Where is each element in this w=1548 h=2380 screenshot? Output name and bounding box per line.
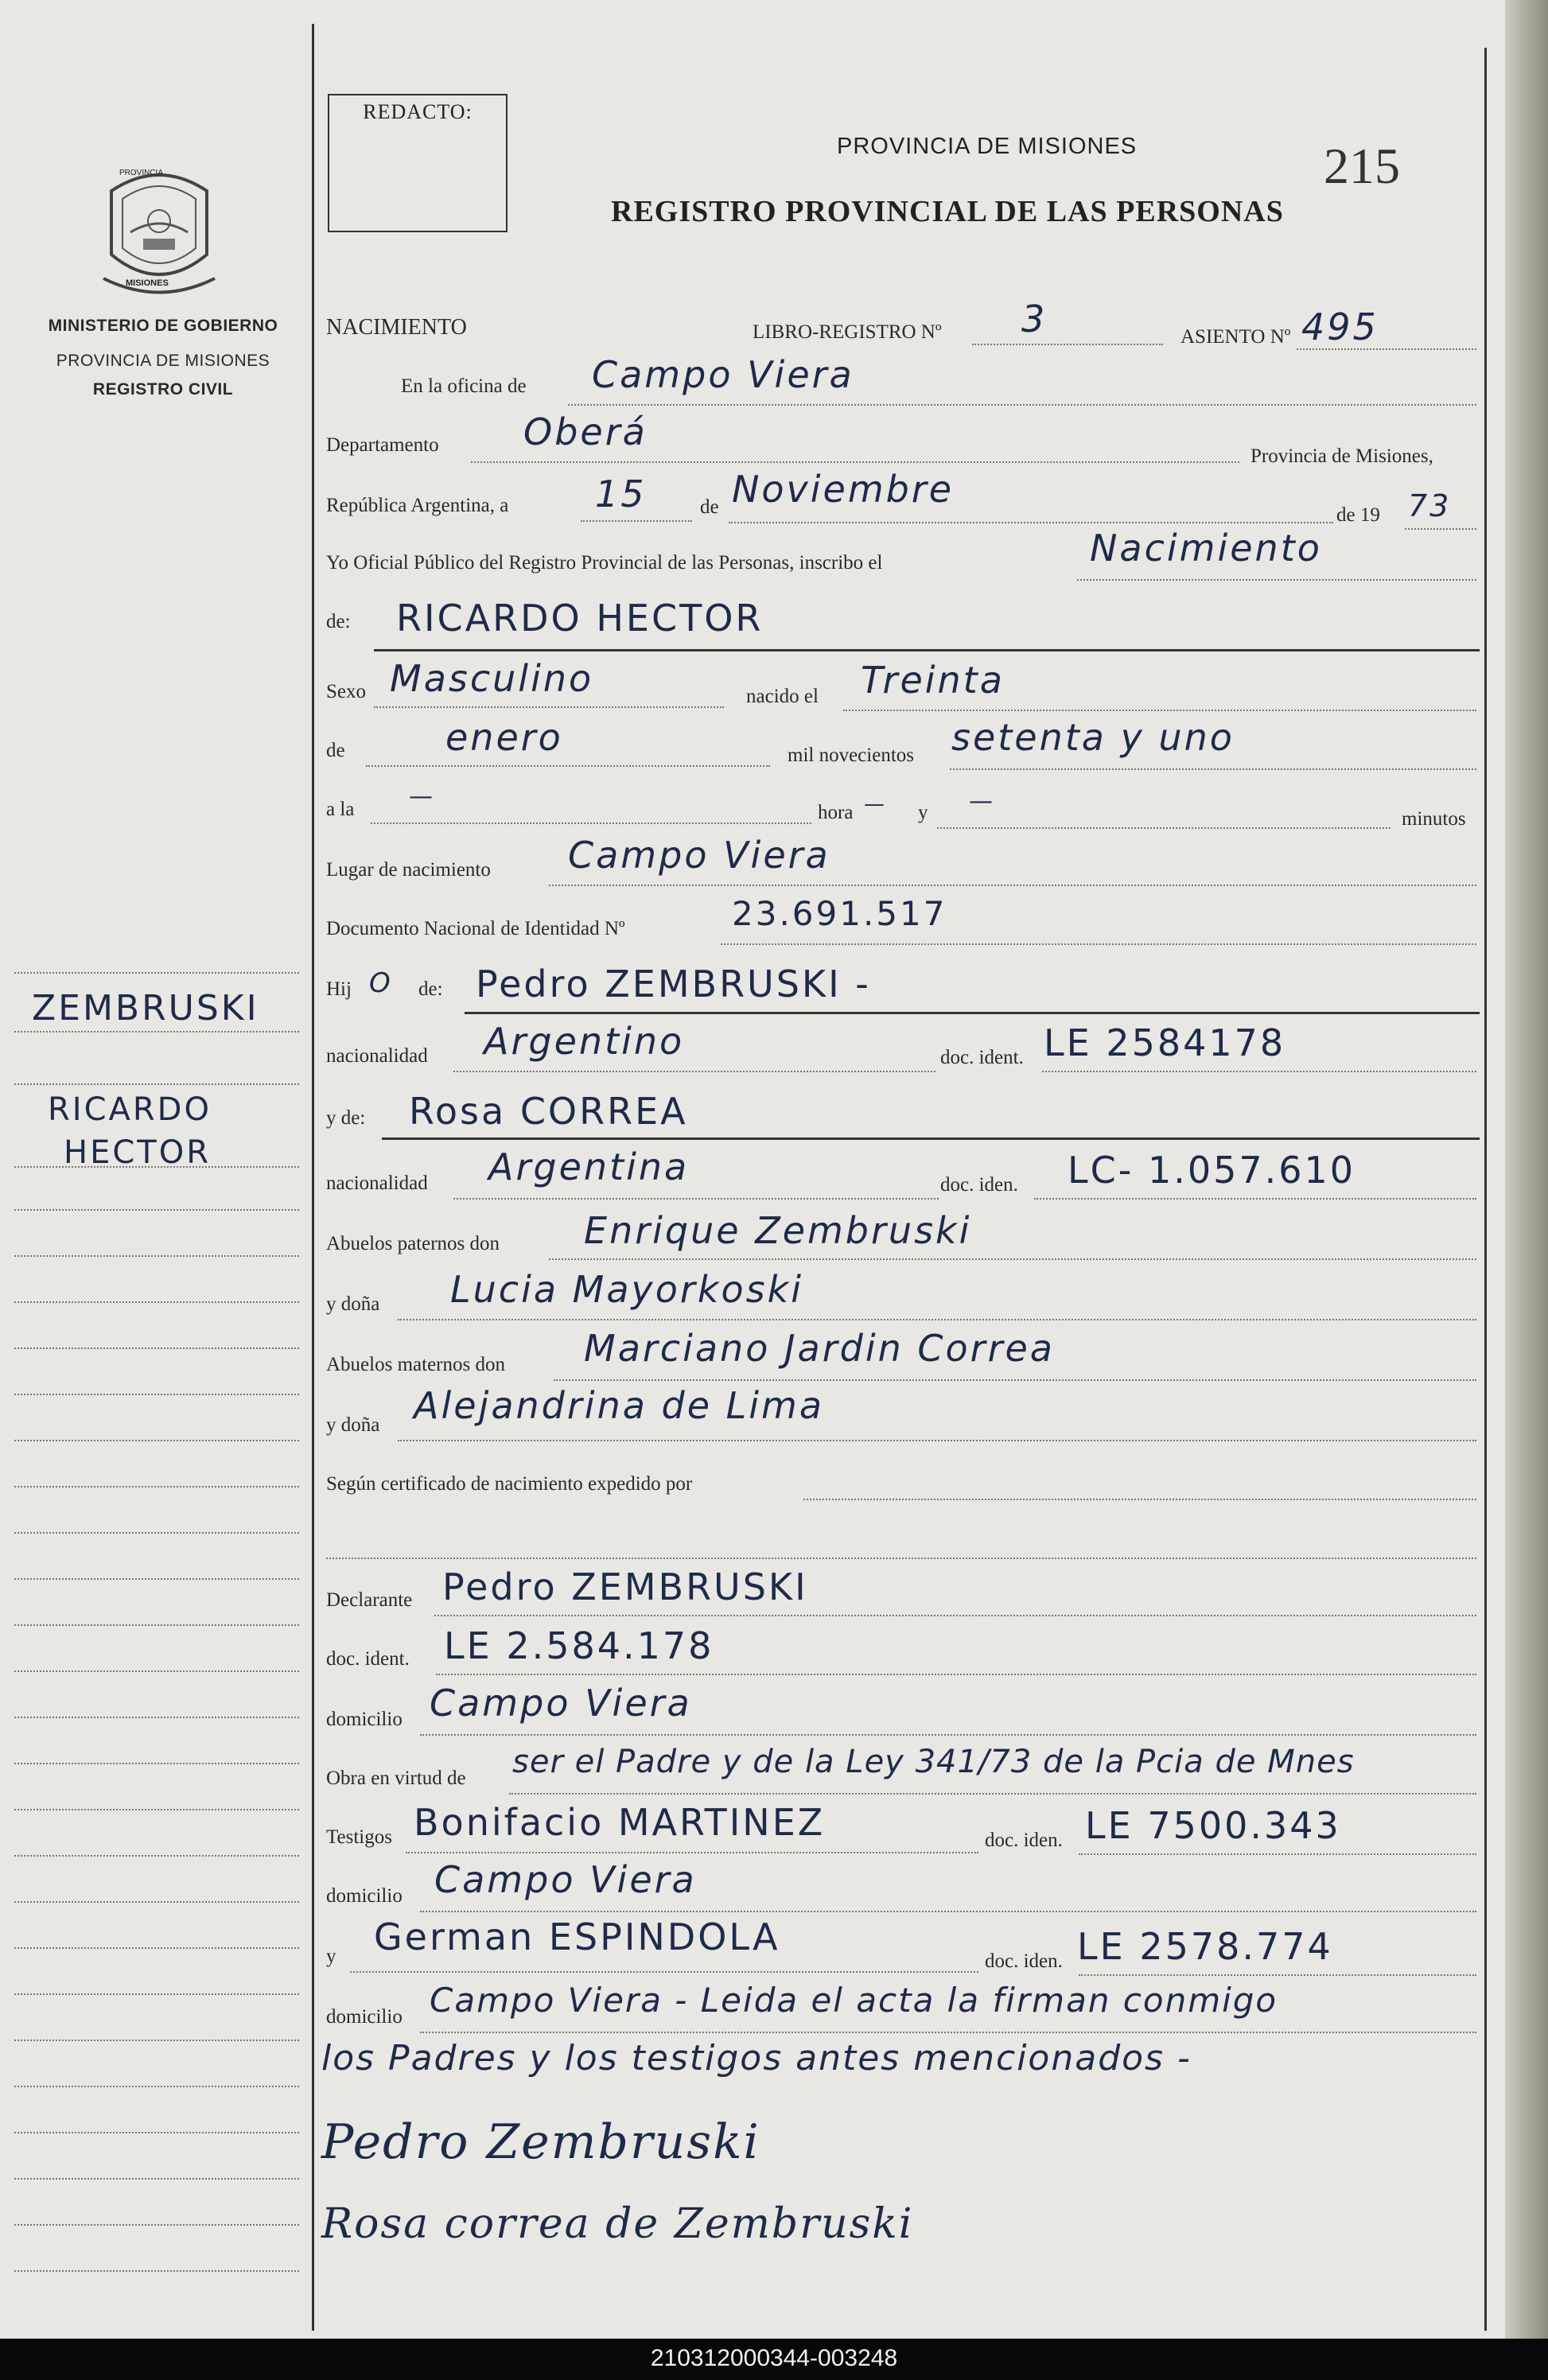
signature-mother: Rosa correa de Zembruski xyxy=(321,2200,914,2248)
domicilio-3-label: domicilio xyxy=(326,2006,403,2028)
mother-value: Rosa CORREA xyxy=(409,1090,688,1133)
name-line xyxy=(374,649,1480,651)
domicilio-1-value: Campo Viera xyxy=(430,1682,692,1725)
sexo-label: Sexo xyxy=(326,681,366,702)
abuelos-paternos-value: Enrique Zembruski xyxy=(584,1209,972,1252)
registro-civil-label: REGISTRO CIVIL xyxy=(92,380,234,399)
nacionalidad-2-value: Argentina xyxy=(488,1145,690,1188)
margin-line xyxy=(14,1486,299,1488)
y-dona-1-value: Lucia Mayorkoski xyxy=(450,1268,803,1311)
nacimiento-label: NACIMIENTO xyxy=(326,315,467,340)
margin-line xyxy=(14,972,299,974)
margin-line xyxy=(14,1717,299,1718)
margin-line xyxy=(14,1855,299,1857)
abuelos-paternos-line xyxy=(549,1258,1476,1260)
margin-line xyxy=(14,1578,299,1580)
nacionalidad-1-label: nacionalidad xyxy=(326,1045,428,1067)
departamento-line xyxy=(471,461,1239,463)
image-id-caption: 210312000344-003248 xyxy=(650,2345,898,2371)
margin-line xyxy=(14,1031,299,1032)
republica-label: República Argentina, a xyxy=(326,495,509,516)
declarante-label: Declarante xyxy=(326,1589,413,1611)
testigo-2-line xyxy=(350,1971,978,1973)
margin-line xyxy=(14,1301,299,1303)
margin-line xyxy=(14,1394,299,1395)
doc-4-value: LE 2578.774 xyxy=(1077,1925,1333,1968)
ala-value: — xyxy=(409,783,435,811)
nacido-line xyxy=(843,710,1476,711)
sexo-value: Masculino xyxy=(390,657,594,700)
y-2-label: y xyxy=(326,1946,336,1967)
y-de-label: y de: xyxy=(326,1107,366,1129)
doc-3-value: LE 7500.343 xyxy=(1085,1804,1341,1847)
page-edge xyxy=(1505,0,1548,2339)
margin-given-name-2: HECTOR xyxy=(64,1134,211,1171)
header-province: PROVINCIA DE MISIONES xyxy=(837,134,1138,159)
redacto-box xyxy=(328,94,508,232)
lugar-line xyxy=(549,885,1476,886)
ministerio-label: MINISTERIO DE GOBIERNO xyxy=(48,317,278,335)
de2-label: de xyxy=(326,740,345,761)
margin-line xyxy=(14,1624,299,1626)
provincia-label: PROVINCIA DE MISIONES xyxy=(56,352,270,370)
father-value: Pedro ZEMBRUSKI - xyxy=(476,962,871,1005)
testigos-label: Testigos xyxy=(326,1826,392,1848)
caption-bar xyxy=(0,2339,1548,2380)
dni-line xyxy=(721,943,1476,945)
hijo-suffix: O xyxy=(369,967,393,999)
margin-line xyxy=(14,1209,299,1211)
minutos-label: minutos xyxy=(1402,808,1466,830)
lugar-value: Campo Viera xyxy=(568,834,830,877)
testigos-line xyxy=(406,1852,978,1853)
domicilio-1-label: domicilio xyxy=(326,1709,403,1730)
ala-line xyxy=(371,822,811,824)
y-dona-2-value: Alejandrina de Lima xyxy=(414,1384,825,1427)
month-line xyxy=(729,522,1333,523)
margin-line xyxy=(14,1440,299,1441)
asiento-label: ASIENTO Nº xyxy=(1180,326,1291,348)
margin-line xyxy=(14,1255,299,1257)
day-value: 15 xyxy=(595,472,647,515)
doc-3-line xyxy=(1079,1853,1476,1855)
doc-1-label: doc. ident. xyxy=(940,1047,1024,1068)
domicilio-2-label: domicilio xyxy=(326,1885,403,1907)
margin-line xyxy=(14,2040,299,2041)
ala-label: a la xyxy=(326,799,355,820)
asiento-line xyxy=(1297,348,1476,350)
libro-line xyxy=(972,344,1163,345)
domicilio-2-line xyxy=(420,1911,1476,1912)
signature-father: Pedro Zembruski xyxy=(321,2114,760,2170)
margin-rule xyxy=(312,24,314,2331)
doc-ident-value: LE 2.584.178 xyxy=(444,1624,714,1667)
y-label: y xyxy=(918,802,928,823)
doc-3-label: doc. iden. xyxy=(985,1830,1063,1851)
doc-1-line xyxy=(1042,1071,1476,1072)
header-registry-title: REGISTRO PROVINCIAL DE LAS PERSONAS xyxy=(611,195,1284,228)
margin-line xyxy=(14,1166,299,1168)
margin-line xyxy=(14,2178,299,2180)
page-number: 215 xyxy=(1324,138,1400,194)
hijo-label: Hij xyxy=(326,978,352,1000)
oficina-label: En la oficina de xyxy=(401,375,527,397)
nacionalidad-2-line xyxy=(453,1198,939,1200)
y-dona-2-line xyxy=(398,1440,1476,1441)
father-line xyxy=(465,1012,1480,1014)
hora-label: hora xyxy=(818,802,854,823)
de-name-label: de: xyxy=(326,611,351,632)
departamento-label: Departamento xyxy=(326,434,439,456)
doc-ident-label: doc. ident. xyxy=(326,1648,410,1670)
testigos-value: Bonifacio MARTINEZ xyxy=(414,1801,826,1844)
doc-ident-line xyxy=(436,1674,1476,1675)
de-label: de xyxy=(700,496,719,518)
mother-line xyxy=(382,1138,1480,1140)
abuelos-maternos-line xyxy=(554,1379,1476,1381)
right-rule xyxy=(1484,48,1487,2331)
declarante-line xyxy=(434,1615,1476,1616)
mes-value: enero xyxy=(445,716,563,759)
abuelos-maternos-value: Marciano Jardin Correa xyxy=(584,1327,1055,1370)
y-dona-1-line xyxy=(398,1319,1476,1320)
margin-line xyxy=(14,1348,299,1349)
hijo-de-label: de: xyxy=(418,978,443,1000)
obra-label: Obra en virtud de xyxy=(326,1768,466,1789)
margin-line xyxy=(14,1670,299,1672)
month-value: Noviembre xyxy=(732,468,955,511)
nacido-value: Treinta xyxy=(861,659,1005,702)
departamento-value: Oberá xyxy=(523,410,648,453)
mil-value: setenta y uno xyxy=(951,716,1235,759)
asiento-value: 495 xyxy=(1301,305,1379,348)
declarante-value: Pedro ZEMBRUSKI xyxy=(442,1565,808,1608)
name-value: RICARDO HECTOR xyxy=(396,597,764,640)
margin-line xyxy=(14,2132,299,2133)
libro-label: LIBRO-REGISTRO Nº xyxy=(753,321,942,343)
margin-given-name-1: RICARDO xyxy=(48,1091,212,1128)
doc-2-label: doc. iden. xyxy=(940,1174,1018,1196)
segun-line-2 xyxy=(326,1558,1476,1559)
libro-value: 3 xyxy=(1021,298,1048,340)
continuation-text: los Padres y los testigos antes mencionados - xyxy=(321,2038,1192,2079)
dni-value: 23.691.517 xyxy=(732,894,947,933)
mil-label: mil novecientos xyxy=(788,745,914,766)
lugar-label: Lugar de nacimiento xyxy=(326,859,491,881)
mil-line xyxy=(950,768,1476,770)
domicilio-3-value: Campo Viera - Leida el acta la firman conmigo xyxy=(430,1981,1278,2020)
dni-label: Documento Nacional de Identidad Nº xyxy=(326,918,625,939)
margin-line xyxy=(14,1901,299,1903)
abuelos-paternos-label: Abuelos paternos don xyxy=(326,1233,500,1254)
margin-line xyxy=(14,2270,299,2272)
de-year-label: de 19 xyxy=(1336,504,1380,526)
min-line xyxy=(937,827,1390,829)
day-line xyxy=(581,520,692,522)
hora-value: — xyxy=(864,792,887,816)
segun-label: Según certificado de nacimiento expedido por xyxy=(326,1473,693,1495)
margin-line xyxy=(14,2224,299,2226)
seal-bottom-text: MISIONES xyxy=(126,278,169,288)
domicilio-1-line xyxy=(420,1734,1476,1736)
y-dona-2-label: y doña xyxy=(326,1414,380,1436)
redacto-label: REDACTO: xyxy=(363,100,473,123)
oficial-label: Yo Oficial Público del Registro Provincial de las Personas, inscribo el xyxy=(326,552,883,574)
margin-line xyxy=(14,1763,299,1764)
segun-line xyxy=(803,1499,1476,1500)
year-value: 73 xyxy=(1408,488,1452,523)
domicilio-2-value: Campo Viera xyxy=(434,1858,697,1901)
margin-surname: ZEMBRUSKI xyxy=(32,988,259,1029)
obra-value: ser el Padre y de la Ley 341/73 de la Pcia de Mnes xyxy=(512,1744,1355,1780)
doc-4-line xyxy=(1079,1974,1476,1976)
oficina-line xyxy=(568,404,1476,406)
nacido-label: nacido el xyxy=(746,686,819,707)
sexo-line xyxy=(374,706,724,708)
obra-line xyxy=(509,1793,1476,1795)
doc-2-value: LC- 1.057.610 xyxy=(1068,1149,1356,1192)
margin-line xyxy=(14,1532,299,1534)
year-line xyxy=(1405,528,1476,530)
oficial-line xyxy=(1077,579,1476,581)
testigo-2-value: German ESPINDOLA xyxy=(374,1915,780,1958)
domicilio-3-line xyxy=(420,2032,1476,2033)
nacionalidad-1-value: Argentino xyxy=(484,1020,685,1063)
margin-line xyxy=(14,2086,299,2087)
margin-line xyxy=(14,1993,299,1995)
min-value: — xyxy=(969,788,995,815)
mes-line xyxy=(366,765,770,767)
margin-line xyxy=(14,1809,299,1810)
oficina-value: Campo Viera xyxy=(592,353,854,396)
oficial-value: Nacimiento xyxy=(1090,527,1322,570)
nacionalidad-1-line xyxy=(453,1071,935,1072)
doc-4-label: doc. iden. xyxy=(985,1950,1063,1972)
margin-line xyxy=(14,1083,299,1085)
margin-line xyxy=(14,1947,299,1949)
doc-2-line xyxy=(1034,1198,1476,1200)
doc-1-value: LE 2584178 xyxy=(1044,1021,1286,1064)
nacionalidad-2-label: nacionalidad xyxy=(326,1172,428,1194)
abuelos-maternos-label: Abuelos maternos don xyxy=(326,1354,505,1375)
provincia-misiones-label: Provincia de Misiones, xyxy=(1250,445,1433,467)
y-dona-1-label: y doña xyxy=(326,1293,380,1315)
seal-top-text: PROVINCIA xyxy=(119,169,164,177)
